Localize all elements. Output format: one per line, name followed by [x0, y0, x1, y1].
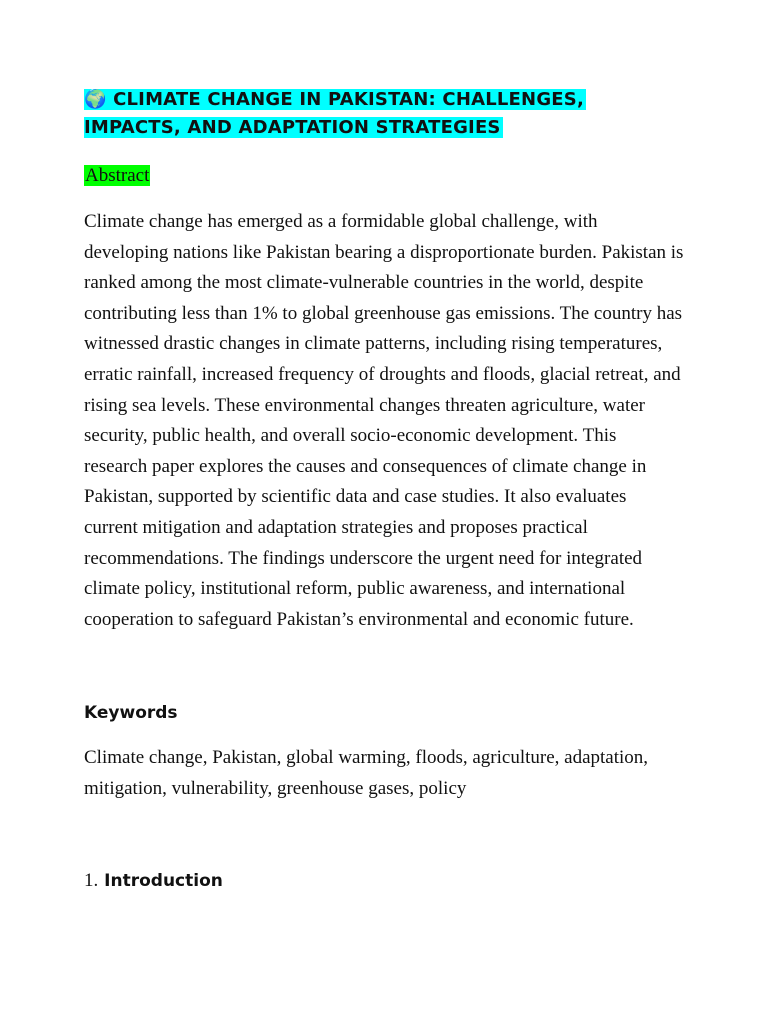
abstract-paragraph: Climate change has emerged as a formidable global challenge, with developing nations like Pakistan bearing a disproportionate burden. Pakistan is ranked among the most climate-vulnerable countries in the world, despite contributing less than 1% to global greenhouse gas emissions. The country has witnessed drastic changes in climate patterns, including rising temperatures, erratic rainfall, increased frequency of droughts and floods, glacial retreat, and rising sea levels. These environmental changes threaten agriculture, water security, public health, and overall socio-economic development. This research paper explores the causes and consequences of climate change in Pakistan, supported by scientific data and case studies. It also evaluates current mitigation and adaptation strategies and proposes practical recommendations. The findings underscore the urgent need for integrated climate policy, institutional reform, public awareness, and international cooperation to safeguard Pakistan’s environmental and economic future.	[84, 211, 684, 630]
keywords-paragraph: Climate change, Pakistan, global warming, floods, agriculture, adaptation, mitigation, vulnerability, greenhouse gases, policy	[84, 747, 649, 799]
keywords-heading: Keywords	[84, 703, 178, 724]
introduction-heading-text: Introduction	[104, 870, 223, 891]
section-number: 1.	[84, 869, 99, 891]
title-text: CLIMATE CHANGE IN PAKISTAN: CHALLENGES, IMPACTS, AND ADAPTATION STRATEGIES	[84, 89, 584, 138]
title-highlight	[84, 89, 586, 138]
abstract-label	[84, 163, 684, 189]
globe-icon: 🌍	[84, 89, 107, 110]
document-title	[84, 86, 684, 142]
abstract-label-text: Abstract	[85, 165, 150, 186]
introduction-heading	[84, 869, 684, 893]
